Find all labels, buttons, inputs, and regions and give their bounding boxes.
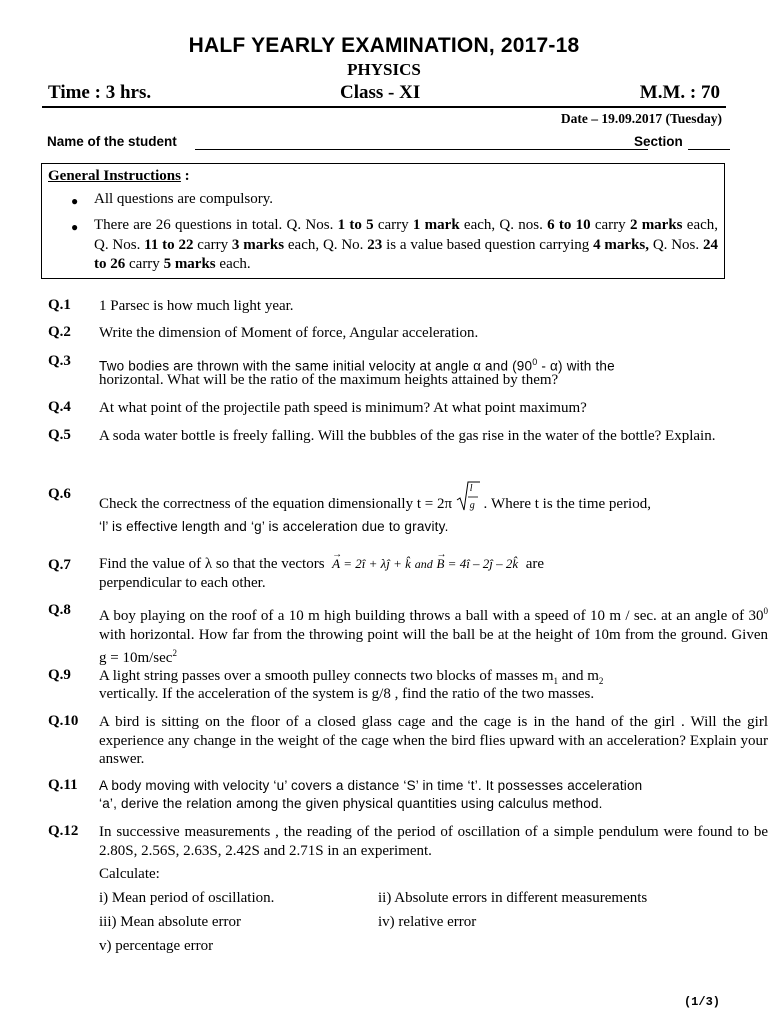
instruction-item: All questions are compulsory. [94,191,273,207]
question-number: Q.11 [48,777,78,793]
question-number: Q.8 [48,602,71,618]
section-blank[interactable] [688,149,730,150]
question-text-continued: perpendicular to each other. [99,575,266,591]
question-text: In successive measurements , the reading of the period of oscillation of a simple pendulum were found to be 2.80S, 2.56S, 2.63S, 2.42S and 2.71S in an experiment. [99,824,768,859]
question-text: A light string passes over a smooth pulley connects two blocks of masses $m_1$ and $m_2$ [99,668,604,686]
question-text: Check the correctness of the equation dimensionally t = 2π l g . Where t is the time period, [99,486,768,520]
question-number: Q.6 [48,486,71,502]
question-number: Q.9 [48,667,71,683]
question-text: A body moving with velocity ‘u’ covers a distance ‘S’ in time ‘t’. It possesses acceleration [99,778,643,793]
general-instructions-box [41,163,725,279]
vector-b-expression: = 4î – 2ĵ – 2k̂ [444,556,519,571]
question-text-continued: ‘a’, derive the relation among the given physical quantities using calculus method. [99,796,603,811]
page-number: (1/3) [683,995,720,1009]
vector-a: → A [332,549,343,571]
question-number: Q.4 [48,399,71,415]
max-marks: M.M. : 70 [639,82,720,103]
question-text: 1 Parsec is how much light year. [99,298,294,314]
subpart-i: i) Mean period of oscillation. [99,890,275,906]
subject-name: PHYSICS [347,60,421,79]
header-divider [42,106,726,108]
question-number: Q.10 [48,713,79,729]
question-text-continued: vertically. If the acceleration of the system is g/8 , find the ratio of the two masses. [99,686,595,702]
subpart-ii: ii) Absolute errors in different measurements [378,890,648,906]
vector-b: → B [436,549,447,571]
exam-title: HALF YEARLY EXAMINATION, 2017-18 [188,34,580,57]
student-name-label: Name of the student [47,134,177,149]
vector-a-expression: = 2î + λĵ + k̂ [340,556,411,571]
question-text: Find the value of λ so that the vectors → A = 2î + λĵ + k̂ and → B = 4î – 2ĵ – 2k̂ are [99,549,545,572]
question-number: Q.5 [48,427,71,443]
subpart-iii: iii) Mean absolute error [99,914,242,930]
section-label: Section [634,134,683,149]
subpart-iv: iv) relative error [378,914,477,930]
instructions-heading: General Instructions : [48,168,190,184]
subpart-v: v) percentage error [99,938,214,954]
question-text-continued: ‘l’ is effective length and ‘g’ is acceleration due to gravity. [99,519,449,534]
question-text-continued: horizontal. What will be the ratio of the maximum heights attained by them? [99,372,559,388]
question-text: A bird is sitting on the floor of a closed glass cage and the cage is in the hand of the girl . Will the girl experience any change in the weight of the cage when the bird flies upward with an acceleration? Explain your answer. [99,714,768,767]
bullet-icon: ● [71,194,79,208]
exam-time: Time : 3 hrs. [48,82,152,103]
calculate-label: Calculate: [99,866,160,882]
sqrt-symbol-icon [456,480,480,514]
question-number: Q.3 [48,353,71,369]
question-text: A soda water bottle is freely falling. Will the bubbles of the gas rise in the water of the bottle? Explain. [99,428,716,444]
question-text: Write the dimension of Moment of force, Angular acceleration. [99,325,479,341]
question-number: Q.7 [48,557,71,573]
student-name-blank[interactable] [195,149,648,150]
fraction-denominator: g [469,500,475,511]
fraction-numerator: l [469,483,473,494]
question-number: Q.12 [48,823,79,839]
question-text: Two bodies are thrown with the same initial velocity at angle α and $(90^0 - \alpha)$ with the [99,357,615,374]
bullet-icon: ● [71,220,79,234]
question-text: A boy playing on the roof of a 10 m high building throws a ball with a speed of 10 m / sec. at an angle of $30^0$ with horizontal. How far from the throwing point will the ball be at the height of 10m from the ground. Given $g = 10m/\sec^2$ [99,606,768,666]
sqrt-formula [456,483,480,520]
question-number: Q.1 [48,297,71,313]
question-number: Q.2 [48,324,71,340]
instruction-item: There are 26 questions in total. Q. Nos. 1 to 5 carry 1 mark each, Q. nos. 6 to 10 carry 2 marks each, Q. Nos. 11 to 22 carry 3 marks each, Q. No. 23 is a value based question carrying 4 marks, Q. Nos. 24 to 26 carry 5 marks each. [94,217,719,272]
exam-class: Class - XI [340,82,421,103]
question-text: At what point of the projectile path speed is minimum? At what point maximum? [99,400,587,416]
exam-date: Date – 19.09.2017 (Tuesday) [560,111,722,126]
